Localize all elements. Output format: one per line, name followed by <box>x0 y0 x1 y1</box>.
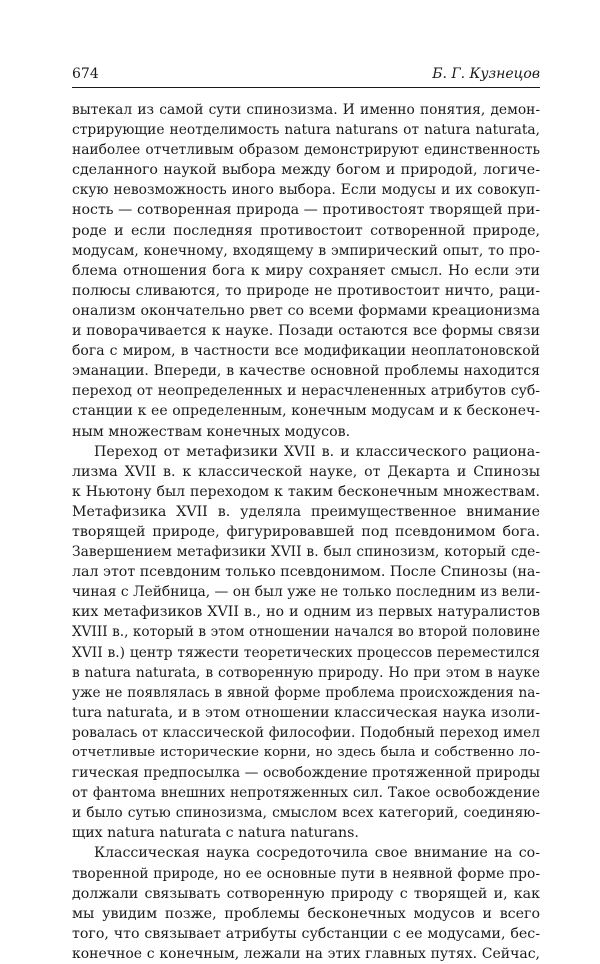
text-line: творящей природе, фигурировавшей под псевдонимом бога. <box>72 523 540 540</box>
text-line: сделанного наукой выбора между богом и природой, логиче- <box>72 162 540 179</box>
text-line: бога с миром, в частности все модификации неоплатоновской <box>72 343 540 360</box>
text-line: уже не появлялась в явной форме проблема происхождения na- <box>72 684 540 701</box>
text-line: творенной природе, но ее основные пути в неявной форме про- <box>72 865 540 882</box>
text-line: модусам, конечному, входящему в эмпирический опыт, то про- <box>72 242 540 259</box>
text-line: эманации. Впереди, в качестве основной проблемы находится <box>72 363 540 380</box>
text-line: вытекал из самой сути спинозизма. И именно понятия, демон- <box>72 102 540 118</box>
paragraph <box>72 843 540 964</box>
text-line: онализм окончательно рвет со всеми формами креационизма <box>72 302 540 319</box>
text-line: Метафизика XVII в. уделяла преимущественное внимание <box>72 503 540 520</box>
header-rule <box>72 87 540 88</box>
text-line: Классическая наука сосредоточила свое внимание на со- <box>94 845 540 862</box>
text-line: чиная с Лейбница, — он был уже не только последним из вели- <box>72 584 540 601</box>
text-line: XVII в.) центр тяжести теоретических процессов переместился <box>72 644 540 661</box>
text-line: скую невозможность иного выбора. Если модусы и их совокуп- <box>72 182 540 199</box>
text-line: переход от неопределенных и нерасчлененных атрибутов суб- <box>72 383 540 400</box>
text-line: ких метафизиков XVII в., но и одним из первых натуралистов <box>72 604 540 621</box>
text-line: Переход от метафизики XVII в. и классического рациона- <box>94 443 540 460</box>
text-line: и поворачивается к науке. Позади остаются все формы связи <box>72 323 540 340</box>
text-line: конечное с конечным, лежали на этих главных путях. Сейчас, <box>72 945 540 962</box>
text-line: к Ньютону был переходом к таким бесконечным множествам. <box>72 483 540 500</box>
text-line: блема отношения бога к миру сохраняет смысл. Но если эти <box>72 262 540 279</box>
text-line: ность — сотворенная природа — противостоят творящей при- <box>72 202 540 219</box>
text-line: XVIII в., который в этом отношении начался во второй половине <box>72 624 540 641</box>
text-line: полюсы сливаются, то природе не противостоит ничто, раци- <box>72 282 540 299</box>
body-text <box>72 100 540 964</box>
text-line: Завершением метафизики XVII в. был спинозизм, который сде- <box>72 544 540 561</box>
text-line: щих natura naturata с natura naturans. <box>72 825 359 842</box>
text-line: наиболее отчетливым образом демонстрируют единственность <box>72 142 540 159</box>
text-line: и было сутью спинозизма, смыслом всех категорий, соединяю- <box>72 805 540 822</box>
text-line: лизма XVII в. к классической науке, от Декарта и Спинозы <box>72 463 540 480</box>
running-title: Б. Г. Кузнецов <box>432 66 540 82</box>
page-number: 674 <box>72 66 99 82</box>
text-line: tura naturata, и в этом отношении классическая наука изоли- <box>72 704 540 721</box>
running-header <box>72 66 540 82</box>
text-line: мы увидим позже, проблемы бесконечных модусов и всего <box>72 905 540 922</box>
text-line: отчетливые исторические корни, но здесь была и собственно ло- <box>72 745 540 760</box>
text-line: в natura naturata, в сотворенную природу. Но при этом в науке <box>72 664 540 681</box>
text-line: того, что связывает атрибуты субстанции с ее модусами, бес- <box>72 925 540 942</box>
text-line: лал этот псевдоним только псевдонимом. После Спинозы (на- <box>72 564 540 581</box>
text-line: ным множествам конечных модусов. <box>72 423 351 440</box>
text-line: стрирующие неотделимость natura naturans от natura naturata, <box>72 122 540 139</box>
paragraph <box>72 100 540 442</box>
text-line: роде и если последняя противостоит сотворенной природе, <box>72 222 540 239</box>
text-line: должали связывать сотворенную природу с творящей и, как <box>72 885 540 902</box>
text-line: ровалась от классической философии. Подобный переход имел <box>72 724 540 741</box>
text-line: гическая предпосылка — освобождение протяженной природы <box>72 765 540 782</box>
paragraph <box>72 442 540 844</box>
text-line: от фантома внешних непротяженных сил. Такое освобождение <box>72 785 540 802</box>
text-line: станции к ее определенным, конечным модусам и к бесконеч- <box>72 403 540 420</box>
